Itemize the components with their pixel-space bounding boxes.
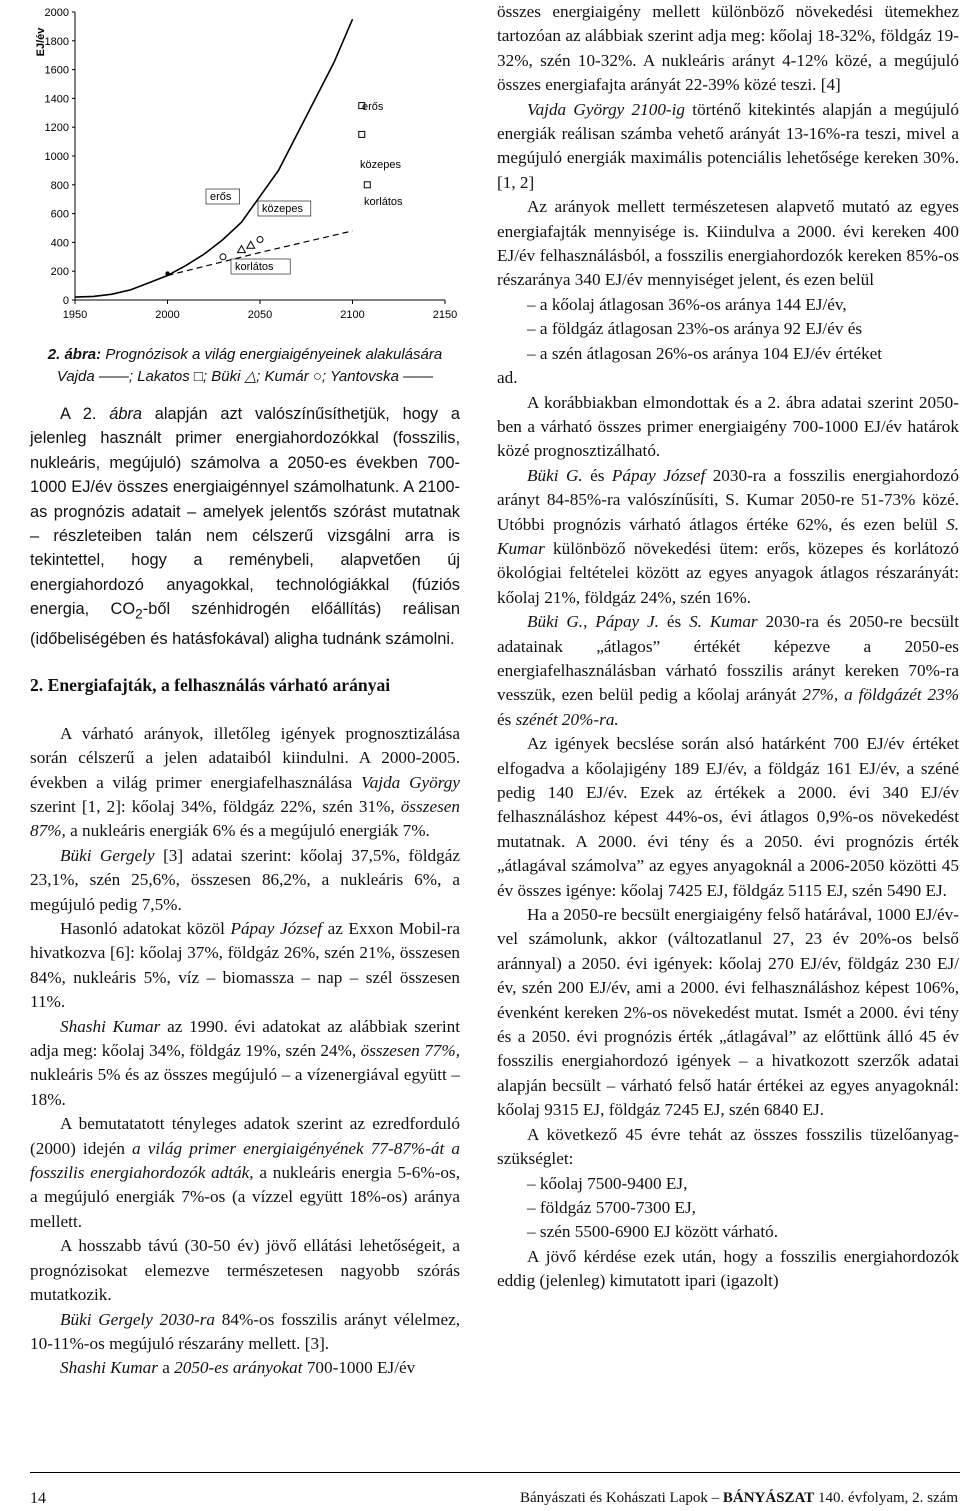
dot-marker bbox=[166, 271, 170, 275]
right-paragraph-1: összes energiaigény mellett különböző növekedési ütemekhez tartozóan az alábbiak szerint adja meg: kőolaj 18-32%, földgáz 19-32%, szén 10-32%. A nukleáris arányt 4-12% közé, a megújuló összes energiafajta arányát 22-39% közé teszi. [4] bbox=[497, 2, 959, 95]
y-tick-label: 400 bbox=[50, 237, 69, 250]
chart-annotation: erős bbox=[362, 101, 384, 113]
x-tick-label: 2100 bbox=[340, 309, 365, 321]
list-item: – a földgáz átlagosan 23%-os aránya 92 EJ/év és bbox=[497, 317, 959, 341]
footer-rule bbox=[30, 1472, 960, 1473]
list-item: – kőolaj 7500-9400 EJ, bbox=[497, 1172, 959, 1196]
y-tick-label: 1800 bbox=[44, 35, 69, 48]
right-paragraph-7: Az igények becslése során alsó határként 700 EJ/év értéket elfogadva a kőolajigény 189 EJ/év, a földgáz 161 EJ/év, a széné pedig 140 EJ/év. Ezek az értékek a 2000. évi 340 EJ/év felhasználáshoz képest 44%-os, évi átlagos 0,9%-os növekedést mutatnak. A 2000. évi tény és a 2050. évi prognózis érték „átlagával számolva” az egyes anyagoknál a 2006-2050 közötti 45 év összes igénye: kőolaj 7425 EJ, földgáz 5115 EJ, szén 5490 EJ. bbox=[497, 734, 959, 900]
journal-name: Bányászati és Kohászati Lapok – BÁNYÁSZAT 140. évfolyam, 2. szám bbox=[520, 1490, 958, 1506]
chart-annotation: korlátos bbox=[235, 261, 274, 273]
right-column bbox=[497, 0, 959, 1294]
paragraph-5: Shashi Kumar az 1990. évi adatokat az alábbiak szerint adja meg: kőolaj 34%, földgáz 19%, szén 24%, összesen 77%, nukleáris 5% és az összes megújuló – a vízenergiával együtt – 18%. bbox=[30, 1016, 461, 1109]
caption-number: 2. ábra: bbox=[47, 346, 102, 363]
page-footer bbox=[0, 1472, 960, 1511]
paragraph-2: A várható arányok, illetőleg igények prognosztizálása során célszerű a jelen adataiból kiindulni. A 2000-2005. években a világ primer energiafelhasználása Vajda György szerint [1, 2]: kőolaj 34%, földgáz 22%, szén 31%, összesen 87%, a nukleáris energiák 6% és a megújuló energiák 7%. bbox=[30, 723, 460, 841]
paragraph-9: Shashi Kumar a 2050-es arányokat 700-1000 EJ/év bbox=[60, 1358, 416, 1378]
square-marker bbox=[364, 182, 370, 188]
right-paragraph-6: Büki G., Pápay J. és S. Kumar 2030-ra és 2050-re becsült adatainak „átlagos” értékét képezve a 2050-es energiafelhasználásban várható fosszilis arányt kereken 70%-ra vesszük, ezen belül pedig a kőolaj arányát 27%, a földgázét 23% és szénét 20%-ra. bbox=[497, 612, 960, 729]
square-marker bbox=[359, 131, 365, 137]
x-tick-label: 2000 bbox=[155, 309, 180, 321]
circle-marker bbox=[220, 254, 226, 260]
x-tick-label: 2050 bbox=[247, 309, 273, 321]
y-tick-label: 1600 bbox=[44, 64, 69, 77]
figure-caption bbox=[30, 344, 460, 388]
forecast-chart bbox=[30, 0, 460, 340]
right-paragraph-3: Az arányok mellett természetesen alapvető mutató az egyes energiafajták mennyisége is. Kiindulva a 2000. évi kereken 400 EJ/év felhasználásból, a fosszilis energiahordozók kereken 85%-os részaránya 340 EJ/év mennyiséget jelent, és ezen belül bbox=[497, 197, 959, 290]
paragraph-1: A 2. ábra alapján azt valószínűsíthetjük, hogy a jelenleg használt primer energiahordozókkal (fosszilis, nukleáris, megújuló) számolva a 2050-es években 700-1000 EJ/év összes energiaigénnyel számolhatunk. A 2100-as prognózis adatait – amelyek jelentős szórást mutatnak – részleteiben talán nem célszerű vizsgálni arra is tekintettel, hogy a reménybeli, alapvetően új energiahordozó anyagokkal, technológiákkal (fúziós energia, $CO_2$-ből szénhidrogén előállítás) reálisan (időbeliségében és hatásfokával) aligha tudnánk számolni. bbox=[30, 405, 460, 648]
list-item: – földgáz 5700-7300 EJ, bbox=[497, 1196, 959, 1220]
caption-legend: Vajda ——; Lakatos □; Büki △; Kumár ○; Yantovska —— bbox=[56, 368, 434, 385]
paragraph-8: Büki Gergely 2030-ra 84%-os fosszilis arányt vélelmez, 10-11%-os megújuló részarány mellett. [3]. bbox=[30, 1309, 460, 1353]
right-paragraph-8: Ha a 2050-re becsült energiaigény felső határával, 1000 EJ/év-vel számolunk, akkor (változatlanul 27, 23 év 20%-os belső aránnyal) a 2050. évi igények: kőolaj 270 EJ/év, földgáz 230 EJ/év, szén 200 EJ/év, ami a 2000. évi felhasználáshoz képest 106%, évenként kereken 2%-os növekedést mutat. Ismét a 2000. évi tény és a 2050. évi prognózis érték „átlagával” az előttünk álló 45 év fosszilis energiahordozó igények – a hivatkozott szerzők adatai alapján becsült – várható felső határ értékei az egyes anyagoknál: kőolaj 9315 EJ, földgáz 7245 EJ, szén 6840 EJ. bbox=[497, 905, 959, 1120]
y-tick-label: 0 bbox=[62, 295, 69, 307]
y-tick-label: 800 bbox=[50, 179, 69, 192]
right-paragraph-5: Büki G. és Pápay József 2030-ra a fosszilis energiahordozó arányt 84-85%-ra valószínűsíti, S. Kumar 2050-re 51-73% közé. Utóbbi prognózis várható átlagos értéke 62%, és ezen belül S. Kumar különböző növekedési ütem: erős, közepes és korlátozó ökológiai feltételei között az egyes anyagok átlagos részarányát: kőolaj 21%, földgáz 24%, szén 16%. bbox=[497, 465, 960, 607]
y-tick-label: 2000 bbox=[44, 7, 69, 19]
caption-title: Prognózisok a világ energiaigényeinek alakulására bbox=[105, 346, 443, 363]
x-tick-label: 2150 bbox=[432, 309, 458, 321]
forecast-line-solid bbox=[75, 19, 353, 297]
y-tick-label: 600 bbox=[50, 208, 69, 221]
page-number: 14 bbox=[30, 1490, 46, 1507]
circle-marker bbox=[257, 237, 263, 243]
right-paragraph-4: A korábbiakban elmondottak és a 2. ábra adatai szerint 2050-ben a várható összes primer energiaigény 700-1000 EJ/év határok közé prognosztizálható. bbox=[497, 392, 959, 461]
chart-annotation: erős bbox=[210, 191, 232, 203]
chart-annotation: közepes bbox=[262, 203, 303, 215]
x-tick-label: 1950 bbox=[62, 309, 88, 321]
left-column bbox=[30, 0, 460, 1381]
triangle-marker bbox=[238, 246, 246, 253]
paragraph-7: A hosszabb távú (30-50 év) jövő ellátási lehetőségeit, a prognózisokat elemezve természetesen nagyobb szórás mutatkozik. bbox=[30, 1236, 460, 1305]
list-end: ad. bbox=[497, 368, 518, 388]
paragraph-3: Büki Gergely [3] adatai szerint: kőolaj 37,5%, földgáz 23,1%, szén 25,6%, összesen 86,2%, a nukleáris 6%, a megújuló pedig 7,5%. bbox=[30, 845, 460, 914]
list-item: – a szén átlagosan 26%-os aránya 104 EJ/év értéket bbox=[497, 342, 959, 366]
y-tick-label: 200 bbox=[50, 266, 69, 279]
energy-forecast-figure bbox=[30, 0, 460, 340]
y-tick-label: 1000 bbox=[44, 151, 69, 163]
list-item: – szén 5500-6900 EJ között várható. bbox=[497, 1220, 959, 1244]
y-axis-label: EJ/év bbox=[35, 27, 47, 57]
right-paragraph-2: Vajda György 2100-ig történő kitekintés alapján a megújuló energiák reálisan számba vehető arányát 13-16%-ra teszi, mivel a megújuló energiák maximális potenciális lehetősége kereken 30%. [1, 2] bbox=[497, 99, 959, 192]
section-heading: 2. Energiafajták, a felhasználás várható arányai bbox=[30, 675, 391, 696]
list-item: – a kőolaj átlagosan 36%-os aránya 144 EJ/év, bbox=[497, 293, 959, 317]
y-tick-label: 1200 bbox=[44, 122, 69, 135]
triangle-marker bbox=[247, 241, 255, 248]
chart-annotation: közepes bbox=[360, 159, 401, 171]
paragraph-4: Hasonló adatokat közöl Pápay József az Exxon Mobil-ra hivatkozva [6]: kőolaj 37%, földgáz 26%, szén 21%, összesen 84%, nukleáris 5%, víz – biomassza – nap – szél összesen 11%. bbox=[30, 919, 460, 1012]
right-paragraph-9: A következő 45 évre tehát az összes fosszilis tüzelőanyag-szükséglet: bbox=[497, 1124, 959, 1169]
paragraph-6: A bemutatatott tényleges adatok szerint az ezredforduló (2000) idején a világ primer energiaigényének 77-87%-át a fosszilis energiahordozók adták, a nukleáris energia 5-6%-os, a megújuló energiák 7%-os (a vízzel együtt 18%-os) aránya mellett. bbox=[30, 1114, 460, 1231]
right-paragraph-10: A jövő kérdése ezek után, hogy a fosszilis energiahordozók eddig (jelenleg) kimutatott ipari (igazolt) bbox=[497, 1246, 959, 1291]
y-tick-label: 1400 bbox=[44, 93, 69, 106]
chart-annotation: korlátos bbox=[364, 196, 403, 208]
